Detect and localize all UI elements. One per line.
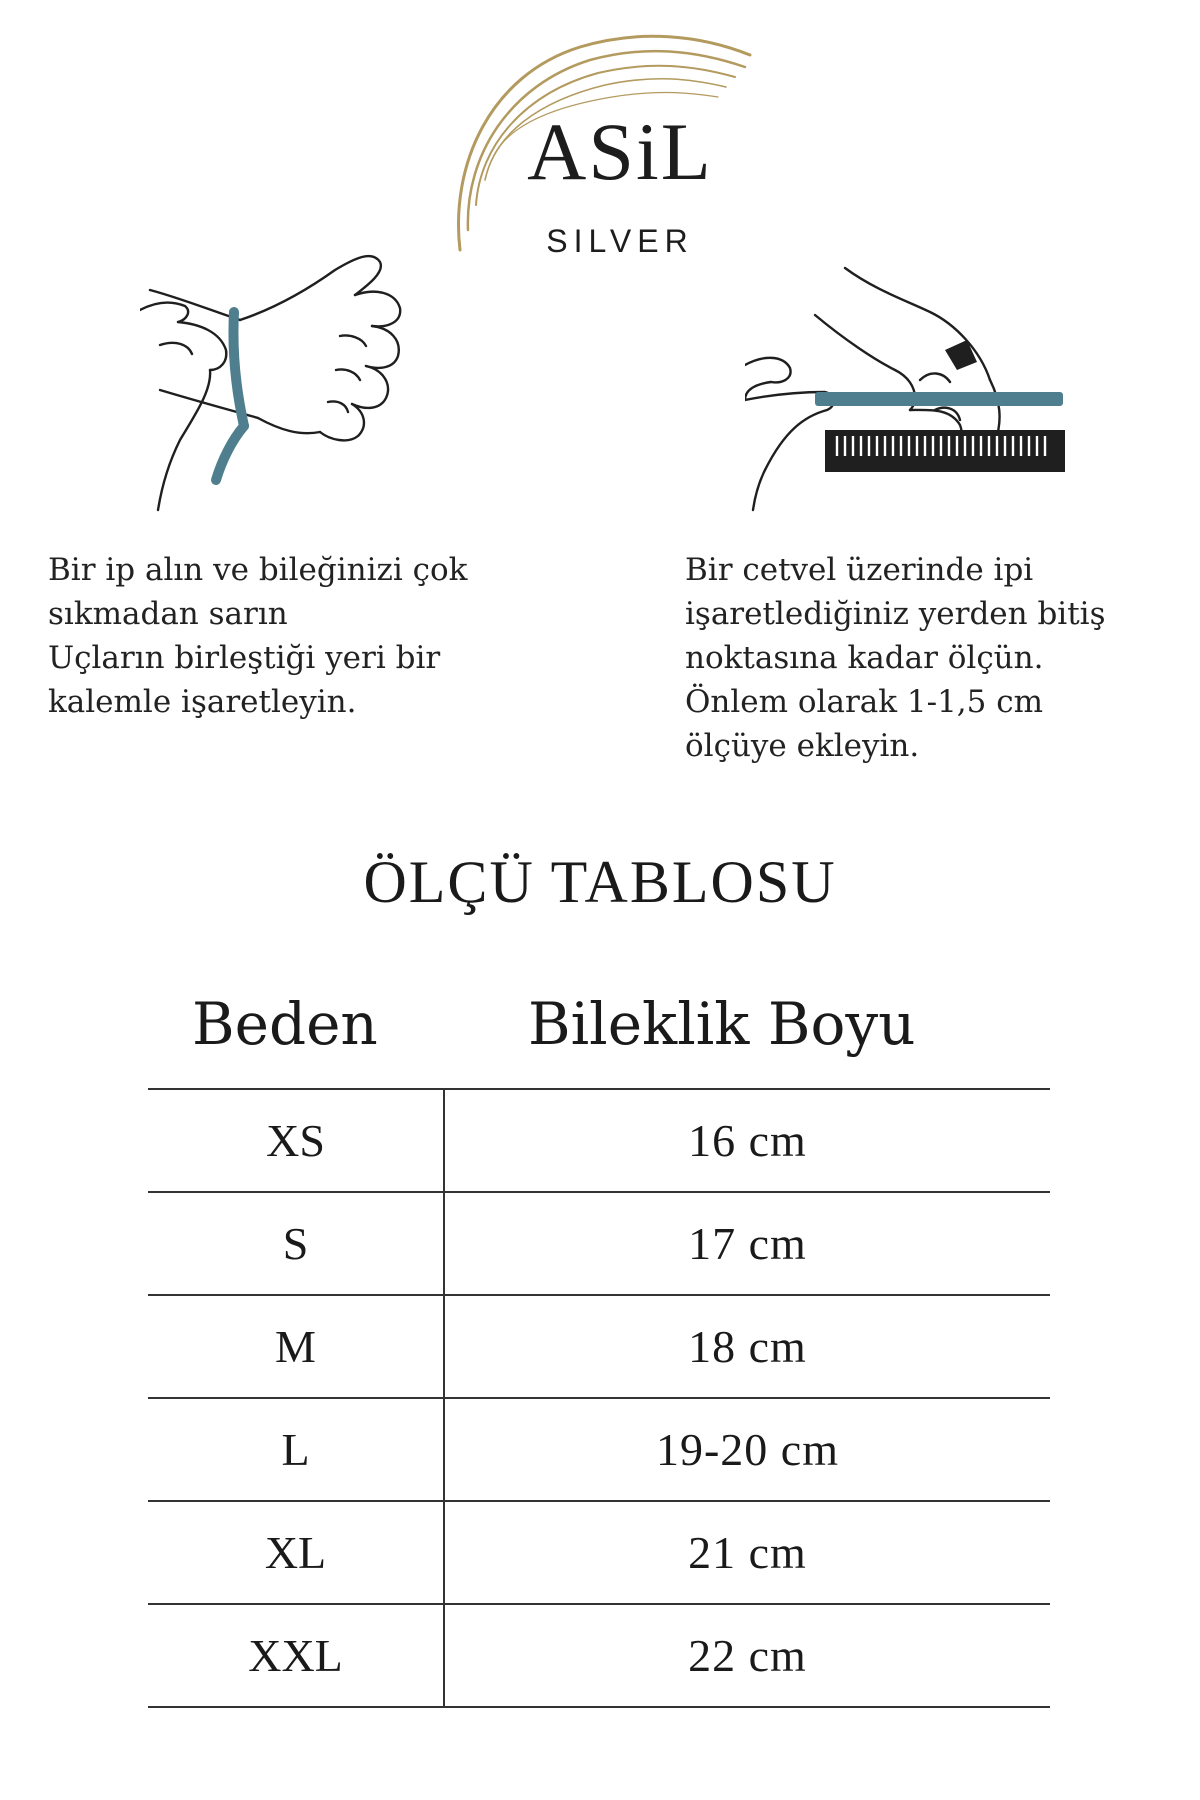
length-cell: 21 cm: [688, 1527, 807, 1578]
instruction-line: Uçların birleştiği yeri bir: [48, 640, 441, 676]
pen-icon: [945, 340, 977, 370]
length-cell: 17 cm: [688, 1218, 807, 1269]
length-cell: 18 cm: [688, 1321, 807, 1372]
size-cell: XS: [148, 1090, 445, 1191]
instruction-line: noktasına kadar ölçün.: [685, 640, 1044, 676]
size-cell: XL: [148, 1502, 445, 1603]
brand-logo: [430, 15, 760, 265]
instruction-line: Bir cetvel üzerinde ipi: [685, 552, 1034, 588]
table-row: [148, 1193, 1050, 1296]
table-body: [148, 1088, 1050, 1708]
instruction-line: Önlem olarak 1-1,5 cm: [685, 684, 1043, 720]
table-row: [148, 1605, 1050, 1708]
instruction-line: kalemle işaretleyin.: [48, 684, 357, 720]
ruler-measure-illustration: [745, 260, 1065, 520]
brand-name: ASiL: [527, 106, 713, 197]
instructions-left: [48, 548, 588, 724]
header-size: Beden: [192, 990, 378, 1058]
table-row: [148, 1090, 1050, 1193]
instruction-line: ölçüye ekleyin.: [685, 728, 920, 764]
wrist-wrap-illustration: [140, 240, 460, 520]
size-cell: XXL: [148, 1605, 445, 1706]
length-cell: 16 cm: [688, 1115, 807, 1166]
size-cell: M: [148, 1296, 445, 1397]
hand-wrapping-string-icon: [140, 240, 460, 520]
size-cell: S: [148, 1193, 445, 1294]
table-row: [148, 1399, 1050, 1502]
hand-measuring-ruler-icon: [745, 260, 1065, 520]
table-row: [148, 1502, 1050, 1605]
size-cell: L: [148, 1399, 445, 1500]
size-table-title: ÖLÇÜ TABLOSU: [363, 849, 837, 915]
instructions-right: [685, 548, 1195, 768]
instruction-line: Bir ip alın ve bileğinizi çok: [48, 552, 468, 588]
length-cell: 19-20 cm: [655, 1424, 839, 1475]
instruction-line: sıkmadan sarın: [48, 596, 288, 632]
brand-subtitle: SILVER: [546, 223, 694, 259]
header-length: Bileklik Boyu: [528, 990, 916, 1058]
length-cell: 22 cm: [688, 1630, 807, 1681]
string-strip-icon: [815, 392, 1063, 406]
instruction-line: işaretlediğiniz yerden bitiş: [685, 596, 1106, 632]
table-row: [148, 1296, 1050, 1399]
